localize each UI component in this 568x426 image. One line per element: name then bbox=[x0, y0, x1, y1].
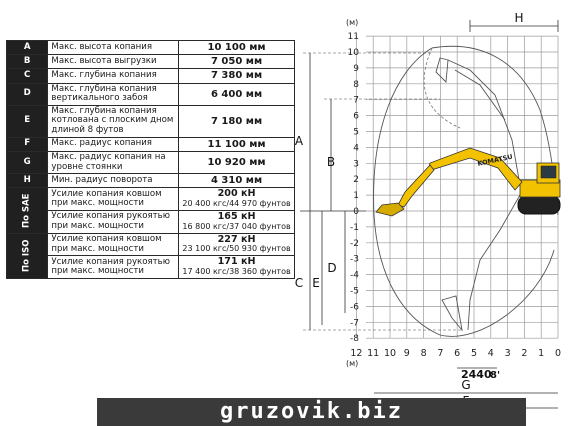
x-tick-label: 8 bbox=[420, 348, 427, 359]
y-tick-label: 10 bbox=[347, 48, 359, 58]
spec-value-text: 7 180 мм bbox=[210, 115, 263, 127]
y-tick-label: -5 bbox=[350, 286, 359, 297]
dump-arc bbox=[424, 48, 460, 128]
brand-label: KOMATSU bbox=[476, 152, 514, 168]
x-tick-label: 10 bbox=[383, 348, 397, 359]
force-value-units: 16 800 кгс/37 040 фунтов bbox=[182, 221, 291, 231]
spec-label: Макс. высота выгрузки bbox=[48, 55, 179, 69]
y-tick-label: 9 bbox=[353, 63, 359, 74]
spec-label: Мин. радиус поворота bbox=[48, 174, 179, 188]
boom-lowered-outline bbox=[468, 195, 520, 330]
y-tick-label: -7 bbox=[350, 318, 359, 329]
spec-letter: H bbox=[7, 174, 48, 188]
spec-letter: E bbox=[7, 105, 48, 137]
dim-letter-g: G bbox=[461, 378, 471, 392]
x-unit-label: (м) bbox=[346, 359, 359, 368]
spec-value-text: 7 050 мм bbox=[210, 56, 263, 68]
force-value-units: 20 400 кгс/44 970 фунтов bbox=[182, 199, 291, 209]
x-tick-label: 7 bbox=[437, 348, 444, 359]
force-value-kn: 165 кН bbox=[217, 211, 256, 222]
x-tick-label: 0 bbox=[554, 348, 562, 359]
y-tick-label: 3 bbox=[353, 159, 359, 170]
y-tick-label: 11 bbox=[347, 32, 359, 43]
spec-value-text: 6 400 мм bbox=[210, 88, 263, 100]
spec-label: Макс. радиус копания bbox=[48, 137, 179, 151]
force-value-units: 17 400 кгс/38 360 фунтов bbox=[182, 267, 291, 277]
x-tick-label: 3 bbox=[504, 348, 511, 359]
dim-letter-h: H bbox=[514, 11, 524, 25]
y-tick-label: 7 bbox=[353, 95, 359, 106]
force-group-text: По ISO bbox=[21, 239, 32, 273]
dim-2440-label: 2440 bbox=[461, 368, 492, 381]
force-label: Усилие копания ковшом при макс. мощности bbox=[48, 188, 179, 211]
dim-letter-e: E bbox=[312, 276, 320, 290]
bucket-raised-outline bbox=[436, 58, 448, 82]
excavator-drawing bbox=[376, 58, 560, 330]
spec-letter: C bbox=[7, 69, 48, 83]
spec-value-text: 11 100 мм bbox=[207, 138, 266, 150]
force-label: Усилие копания рукоятью при макс. мощности bbox=[48, 256, 179, 279]
force-value-kn: 171 кН bbox=[217, 256, 256, 268]
x-tick-label: 4 bbox=[487, 348, 494, 359]
dim-letter-b: B bbox=[326, 155, 336, 169]
y-tick-label: 1 bbox=[353, 191, 359, 202]
y-tick-label: 0 bbox=[353, 207, 359, 217]
force-value-kn: 200 кН bbox=[217, 188, 256, 200]
spec-label: Макс. высота копания bbox=[48, 41, 179, 55]
y-tick-label: -1 bbox=[350, 222, 359, 233]
x-tick-label: 6 bbox=[454, 348, 461, 359]
spec-letter: D bbox=[7, 83, 48, 105]
y-tick-label: -6 bbox=[350, 302, 359, 313]
spec-label: Макс. глубина копания вертикального забоя bbox=[48, 83, 179, 105]
force-value-units: 23 100 кгс/50 930 фунтов bbox=[182, 244, 291, 254]
y-tick-label: -3 bbox=[350, 254, 359, 265]
spec-value-text: 10 100 мм bbox=[207, 42, 266, 53]
x-tick-label: 2 bbox=[521, 348, 528, 359]
cab-window bbox=[541, 166, 556, 178]
spec-value-text: 7 380 мм bbox=[210, 70, 263, 82]
spec-label: Макс. радиус копания на уровне стоянки bbox=[48, 151, 179, 173]
force-label: Усилие копания ковшом при макс. мощности bbox=[48, 233, 179, 256]
dim-letter-d: D bbox=[327, 261, 337, 275]
crawler-track bbox=[518, 196, 560, 214]
spec-value-text: 4 310 мм bbox=[210, 175, 263, 187]
force-group-text: По SAE bbox=[21, 193, 32, 228]
y-tick-label: -8 bbox=[350, 334, 359, 345]
force-label: Усилие копания рукоятью при макс. мощности bbox=[48, 211, 179, 234]
watermark-banner: gruzovik.biz bbox=[97, 398, 526, 426]
spec-label: Макс. глубина копания bbox=[48, 69, 179, 83]
y-tick-label: 8 bbox=[353, 79, 359, 90]
x-tick-label: 5 bbox=[470, 348, 478, 359]
spec-letter: G bbox=[7, 151, 48, 173]
bucket bbox=[376, 203, 404, 216]
spec-letter: B bbox=[7, 55, 48, 69]
y-tick-label: 5 bbox=[353, 127, 359, 138]
arm bbox=[398, 165, 434, 207]
force-value-kn: 227 кН bbox=[217, 233, 256, 245]
dim-letter-a: A bbox=[294, 134, 304, 148]
spec-letter: A bbox=[7, 41, 48, 55]
dim-letter-c: C bbox=[294, 276, 304, 290]
spec-value-text: 10 920 мм bbox=[207, 156, 266, 168]
x-tick-label: 12 bbox=[350, 348, 363, 359]
y-tick-label: 6 bbox=[353, 111, 359, 122]
x-tick-label: 9 bbox=[403, 348, 410, 359]
x-tick-label: 11 bbox=[367, 348, 380, 359]
y-tick-label: -2 bbox=[350, 238, 359, 249]
y-tick-label: 2 bbox=[353, 175, 359, 186]
dim-8ft-label: 8' bbox=[490, 370, 501, 381]
spec-letter: F bbox=[7, 137, 48, 151]
spec-label: Макс. глубина копания котлована с плоским дном длиной 8 футов bbox=[48, 105, 179, 137]
y-unit-label: (м) bbox=[346, 18, 359, 27]
x-tick-label: 1 bbox=[538, 348, 545, 359]
y-tick-label: -4 bbox=[350, 270, 359, 281]
arm-mid-outline bbox=[455, 70, 505, 120]
bucket-lowered-outline bbox=[442, 296, 462, 330]
y-tick-label: 4 bbox=[353, 143, 359, 154]
